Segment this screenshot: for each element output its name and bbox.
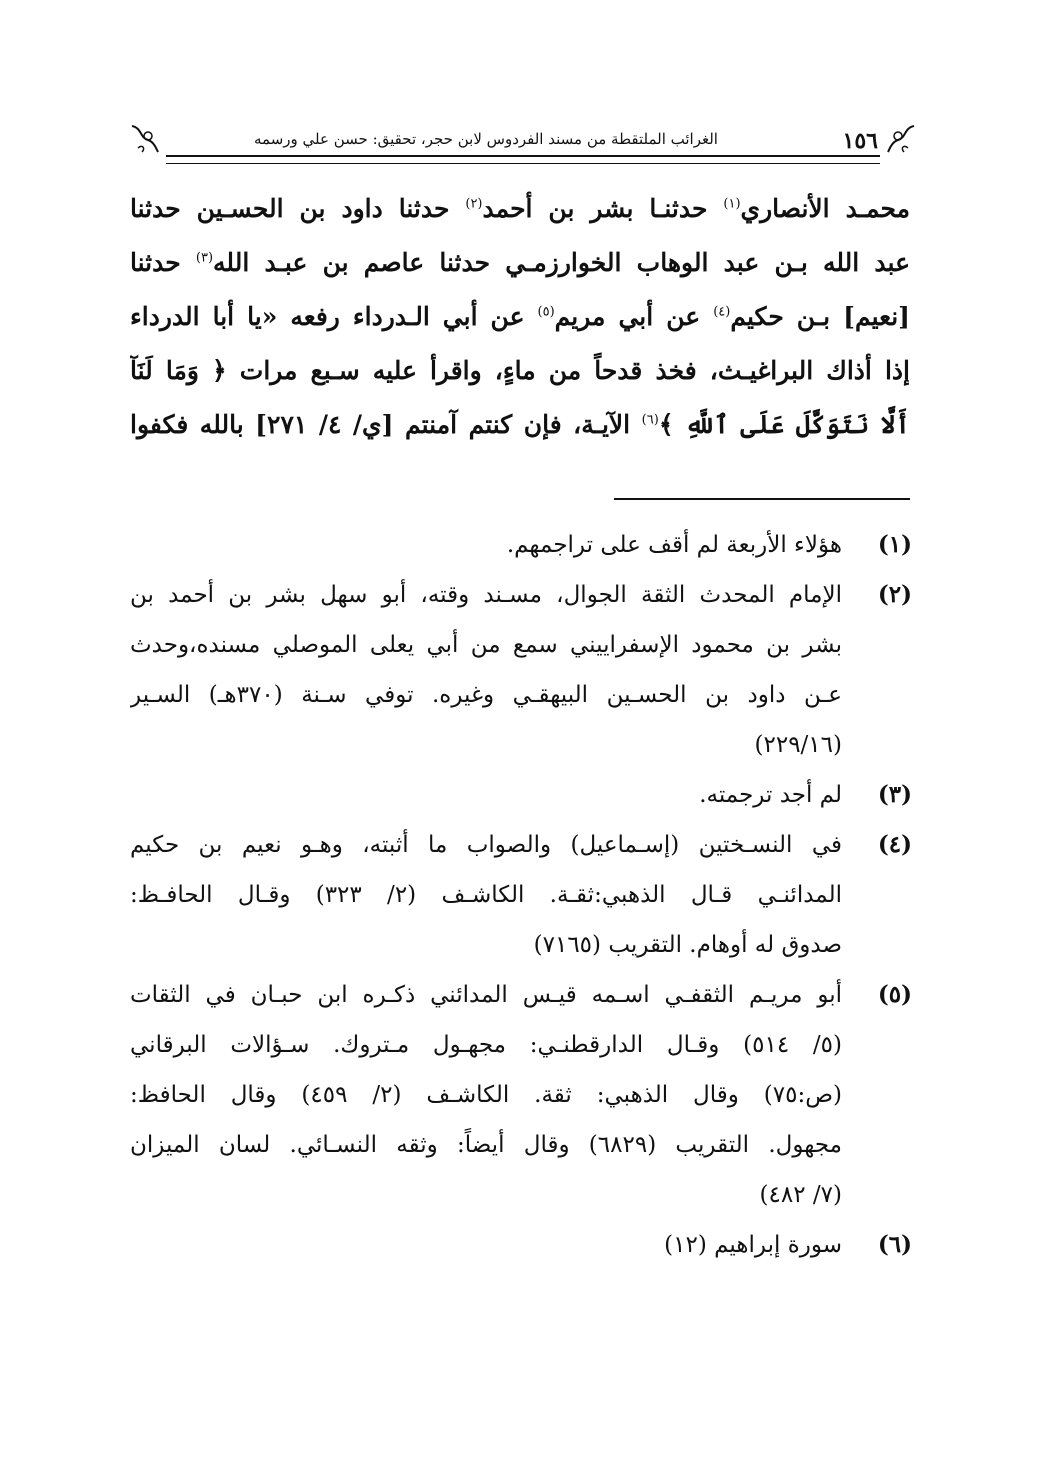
footnote-line: (٧/ ٤٨٢): [759, 1182, 842, 1208]
text-run: الآيـة، فإن كنتم آمنتم [ي/ ٤/ ٢٧١] بالله فكفوا: [130, 410, 642, 439]
footnotes: [130, 520, 912, 1270]
footnote-line: سورة إبراهيم (١٢): [664, 1232, 842, 1258]
footnote-number: (٥): [877, 981, 912, 1008]
header-rule: [166, 155, 880, 164]
footnote-number: (٢): [877, 581, 912, 608]
text-run: عن أبي الـدرداء رفعه «يا أبا الدرداء: [130, 302, 538, 331]
footnote: [130, 520, 912, 570]
footnote-line: المدائنـي قـال الذهبي:ثقـة. الكاشـف (٢/ ٣٢٣) وقـال الحافـظ:: [130, 882, 842, 908]
footnote-line: في النسـختين (إسـماعيل) والصواب ما أثبته، وهـو نعيم بن حكيم: [130, 832, 842, 858]
page-header: [128, 118, 918, 164]
footnote-ref[interactable]: (٤): [713, 304, 731, 320]
footnote-line: بشر بن محمود الإسفراييني سمع من أبي يعلى الموصلي مسنده،وحدث: [130, 632, 842, 658]
page-number: ١٥٦: [842, 128, 878, 154]
text-run: إذا أذاك البراغيـث، فخذ قدحاً من ماءٍ، واقرأ عليه سـبع مرات ﴿ وَمَا لَنَآ: [130, 356, 910, 385]
footnote: [130, 770, 912, 820]
footnote-line: صدوق له أوهام. التقريب (٧١٦٥): [533, 932, 842, 958]
running-title: الغرائب الملتقطة من مسند الفردوس لابن حجر، تحقيق: حسن علي ورسمه: [254, 130, 718, 148]
footnote: [130, 1220, 912, 1270]
text-line: [130, 290, 910, 344]
footnote: [130, 570, 912, 770]
footnote: [130, 970, 912, 1220]
footnote-line: (٢٢٩/١٦): [754, 732, 842, 758]
text-line: [130, 182, 910, 236]
text-run: [نعيم] بـن حكيم: [730, 302, 910, 331]
footnote-line: (٥/ ٥١٤) وقـال الدارقطنـي: مجهـول مـتروك. سـؤالات البرقاني: [130, 1032, 842, 1058]
text-run: حدثنا داود بن الحسـين حدثنا: [130, 194, 466, 223]
main-text: [130, 182, 910, 452]
footnote-ref[interactable]: (٦): [641, 412, 659, 428]
text-run: عبد الله بـن عبد الوهاب الخوارزمـي حدثنا عاصم بن عبـد الله: [213, 248, 910, 277]
footnote-line: هؤلاء الأربعة لم أقف على تراجمهم.: [506, 532, 842, 558]
footnote-line: أبو مريـم الثقفـي اسـمه قيـس المدائني ذكـره ابن حبـان في الثقات: [130, 982, 842, 1008]
footnote: [130, 820, 912, 970]
footnote-number: (٤): [877, 831, 912, 858]
footnote-line: لم أجد ترجمته.: [699, 782, 842, 808]
text-line: [130, 236, 910, 290]
footnote-separator: [614, 498, 910, 500]
right-ornament-icon: [884, 122, 918, 156]
text-run: حدثنـا بشر بن أحمد: [482, 194, 724, 223]
text-run: أَلَّا نَتَوَكَّلَ عَلَى ٱللَّهِ ﴾: [658, 410, 910, 439]
footnote-number: (٦): [877, 1231, 912, 1258]
text-line: [130, 344, 910, 398]
footnote-ref[interactable]: (٣): [195, 250, 214, 266]
footnote-number: (١): [877, 531, 912, 558]
footnote-line: (ص:٧٥) وقال الذهبي: ثقة. الكاشـف (٢/ ٤٥٩) وقال الحافظ:: [130, 1082, 842, 1108]
footnote-line: الإمام المحدث الثقة الجوال، مسـند وقته، أبو سهل بشر بن أحمد بن: [130, 582, 842, 608]
footnote-number: (٣): [877, 781, 912, 808]
footnote-ref[interactable]: (١): [723, 196, 741, 212]
text-run: حدثنا: [130, 248, 196, 277]
text-line: [130, 398, 910, 452]
text-run: محمـد الأنصاري: [740, 194, 910, 223]
text-run: عن أبي مريم: [554, 302, 714, 331]
footnote-ref[interactable]: (٢): [465, 196, 483, 212]
footnote-line: عـن داود بن الحسـين البيهقـي وغيره. توفي سـنة (٣٧٠هـ) السـير: [130, 682, 842, 708]
footnote-ref[interactable]: (٥): [537, 304, 555, 320]
left-ornament-icon: [128, 122, 162, 156]
footnote-line: مجهول. التقريب (٦٨٢٩) وقال أيضاً: وثقه النسـائي. لسان الميزان: [130, 1132, 842, 1158]
